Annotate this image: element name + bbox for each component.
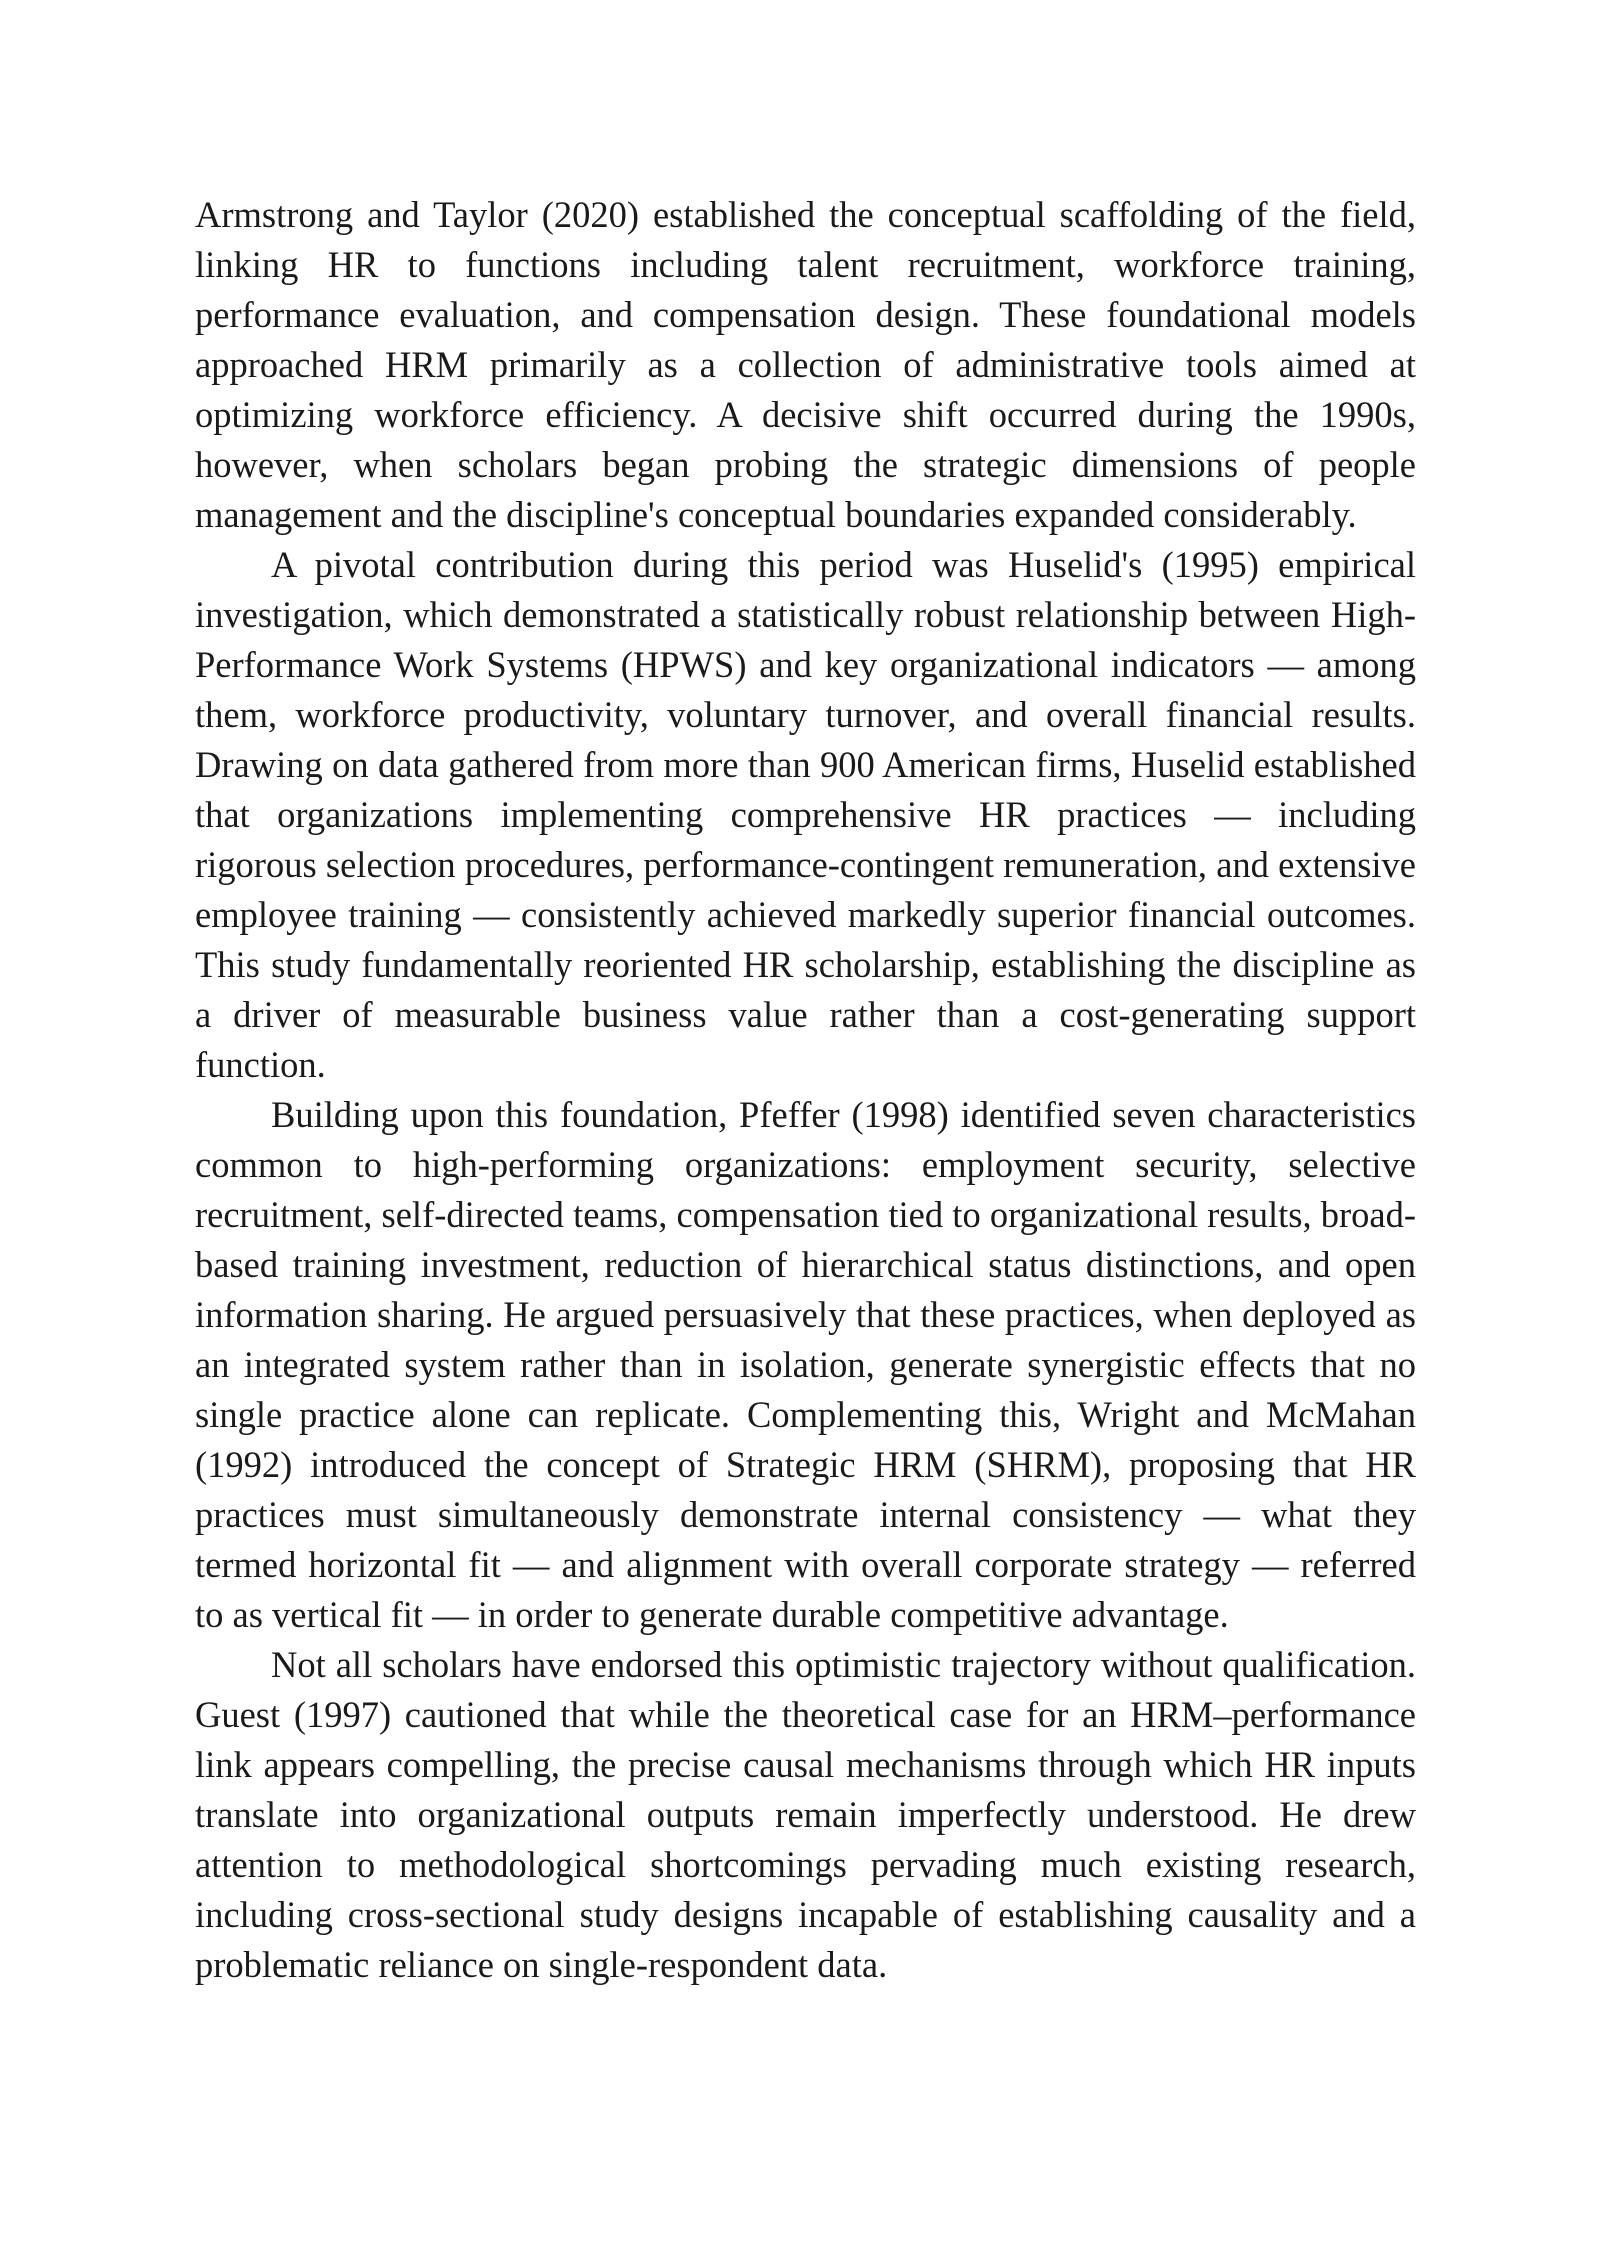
- paragraph-2: A pivotal contribution during this period was Huselid's (1995) empirical investigation, which demonstrated a statistically robust relationship between High-Performance Work Systems (HPWS) and key organizational indicators — among them, workforce productivity, voluntary turnover, and overall financial results. Drawing on data gathered from more than 900 American firms, Huselid established that organizations implementing comprehensive HR practices — including rigorous selection procedures, performance-contingent remuneration, and extensive employee training — consistently achieved markedly superior financial outcomes. This study fundamentally reoriented HR scholarship, establishing the discipline as a driver of measurable business value rather than a cost-generating support function.: [195, 544, 1416, 1085]
- paragraph-1: Armstrong and Taylor (2020) established the conceptual scaffolding of the field, linking HR to functions including talent recruitment, workforce training, performance evaluation, and compensation design. These foundational models approached HRM primarily as a collection of administrative tools aimed at optimizing workforce efficiency. A decisive shift occurred during the 1990s, however, when scholars began probing the strategic dimensions of people management and the discipline's conceptual boundaries expanded considerably.: [195, 194, 1416, 535]
- body-text: [195, 190, 1416, 1990]
- paragraph-4: Not all scholars have endorsed this optimistic trajectory without qualification. Guest (1997) cautioned that while the theoretical case for an HRM–performance link appears compelling, the precise causal mechanisms through which HR inputs translate into organizational outputs remain imperfectly understood. He drew attention to methodological shortcomings pervading much existing research, including cross-sectional study designs incapable of establishing causality and a problematic reliance on single-respondent data.: [195, 1644, 1416, 1985]
- paragraph-3: Building upon this foundation, Pfeffer (1998) identified seven characteristics common to high-performing organizations: employment security, selective recruitment, self-directed teams, compensation tied to organizational results, broad-based training investment, reduction of hierarchical status distinctions, and open information sharing. He argued persuasively that these practices, when deployed as an integrated system rather than in isolation, generate synergistic effects that no single practice alone can replicate. Complementing this, Wright and McMahan (1992) introduced the concept of Strategic HRM (SHRM), proposing that HR practices must simultaneously demonstrate internal consistency — what they termed horizontal fit — and alignment with overall corporate strategy — referred to as vertical fit — in order to generate durable competitive advantage.: [195, 1094, 1416, 1635]
